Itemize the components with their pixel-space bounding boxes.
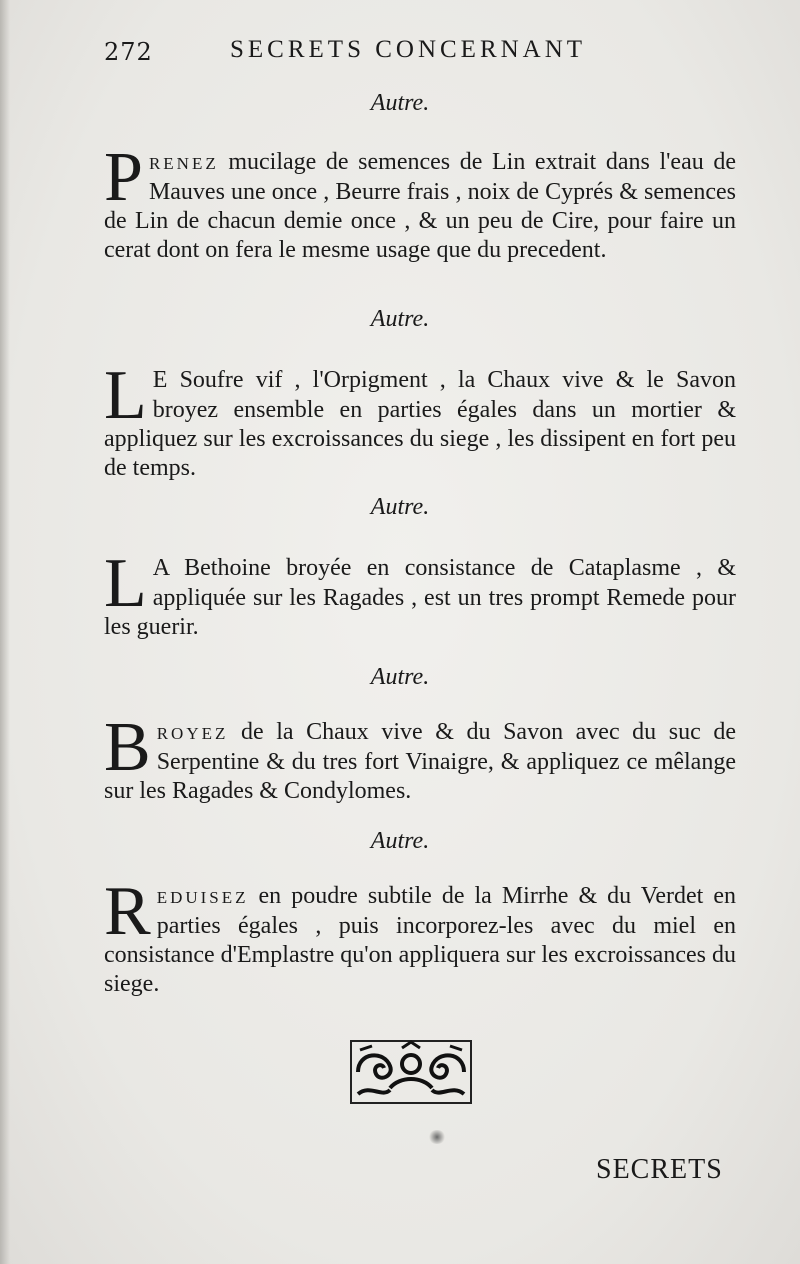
running-header xyxy=(104,36,744,70)
paragraph-text: en poudre subtile de la Mirrhe & du Verdet en parties égales , puis incorporez-les avec du miel en consistance d'Emplastre qu'on appliquera sur les excroissances du siege. xyxy=(104,883,736,997)
drop-cap: L xyxy=(104,545,147,622)
lead-word: ROYEZ xyxy=(156,724,229,743)
section-heading: Autre. xyxy=(370,494,430,520)
section-heading: Autre. xyxy=(370,306,430,332)
paragraph-text: de la Chaux vive & du Savon avec du suc de Serpentine & du tres fort Vinaigre, & appliquez ce mêlange sur les Ragades & Condylomes. xyxy=(104,719,736,804)
recipe-paragraph xyxy=(104,545,736,642)
catchword: SECRETS xyxy=(596,1154,723,1185)
drop-cap: P xyxy=(104,139,143,216)
section-heading: Autre. xyxy=(370,664,430,690)
recipe-paragraph xyxy=(104,709,736,806)
drop-cap: B xyxy=(104,709,151,786)
drop-cap: L xyxy=(104,357,147,434)
paragraph-text: E Soufre vif , l'Orpigment , la Chaux vive & le Savon broyez ensemble en parties égales dans un mortier & appliquez sur les excroissances du siege , les dissipent en fort peu de temps. xyxy=(104,367,736,481)
recipe-paragraph xyxy=(104,357,736,483)
running-title: SECRETS CONCERNANT xyxy=(230,36,587,63)
paragraph-text: A Bethoine broyée en consistance de Cataplasme , & appliquée sur les Ragades , est un tres prompt Remede pour les guerir. xyxy=(104,555,736,640)
floral-tailpiece-icon xyxy=(350,1040,472,1104)
section-heading: Autre. xyxy=(370,90,430,116)
recipe-paragraph xyxy=(104,873,736,999)
lead-word: RENEZ xyxy=(148,154,219,173)
page-number: 272 xyxy=(104,38,153,66)
page-gutter-shadow xyxy=(0,0,10,1264)
lead-word: EDUISEZ xyxy=(156,888,249,907)
paragraph-text: mucilage de semences de Lin extrait dans l'eau de Mauves une once , Beurre frais , noix de Cyprés & semences de Lin de chacun demie once , & un peu de Cire, pour faire un cerat dont on fera le mesme usage que du precedent. xyxy=(104,149,736,263)
recipe-paragraph xyxy=(104,139,736,265)
drop-cap: R xyxy=(104,873,151,950)
section-heading: Autre. xyxy=(370,828,430,854)
ink-blot xyxy=(428,1130,446,1144)
